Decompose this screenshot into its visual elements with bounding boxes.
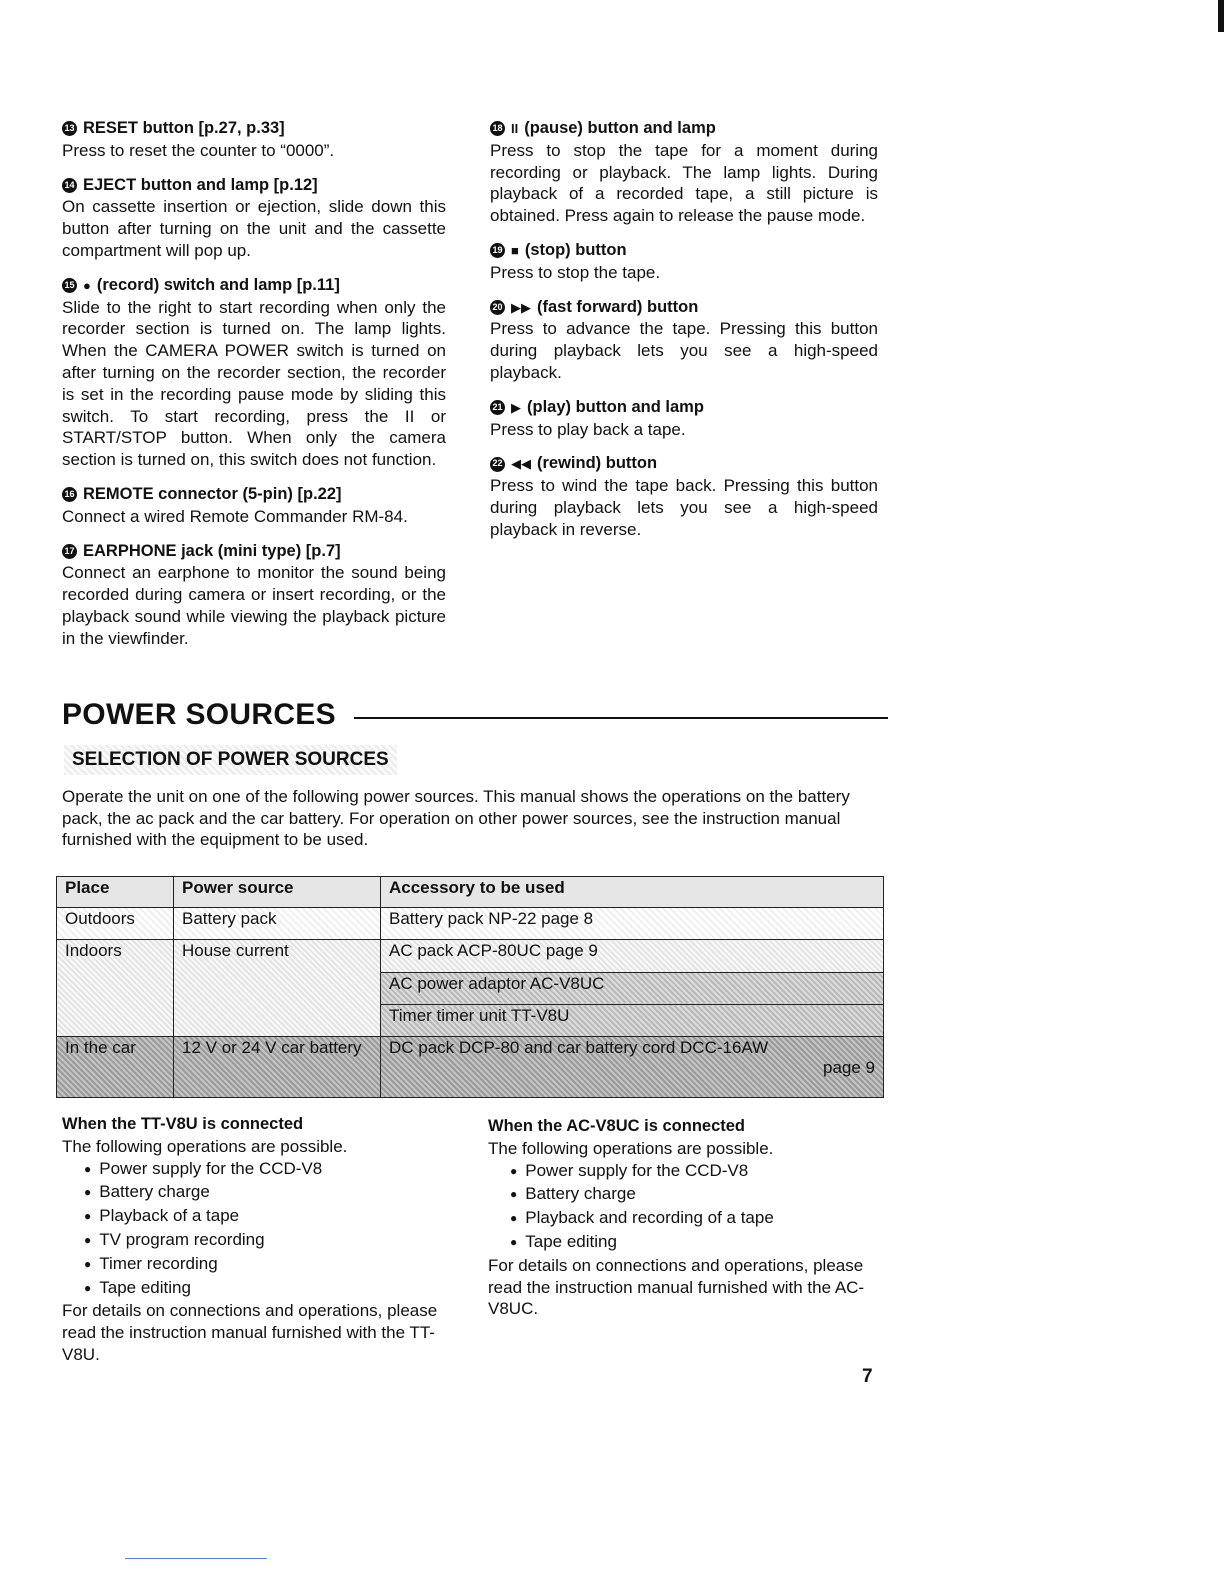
record-icon: ● <box>83 277 91 293</box>
item-body: Press to stop the tape for a moment during recording or playback. The lamp lights. During playback of a recorded tape, a still picture is obtained. Press again to release the pause mode. <box>490 140 878 226</box>
page-number: 7 <box>862 1366 873 1387</box>
cell-accessory: AC power adaptor AC-V8UC <box>381 972 884 1004</box>
item-number-badge: 19 <box>490 243 505 258</box>
cell-accessory: Timer timer unit TT-V8U <box>381 1005 884 1037</box>
list-item: ● Power supply for the CCD-V8 <box>84 1158 442 1182</box>
list-item: ● Timer recording <box>84 1253 442 1277</box>
item-title: (record) switch and lamp [p.11] <box>96 275 340 294</box>
eject-button-item <box>62 175 446 262</box>
cell-accessory-text: DC pack DCP-80 and car battery cord DCC-16AW <box>389 1038 769 1058</box>
item-body: Press to advance the tape. Pressing this button during playback lets you see a high-speed playback. <box>490 319 878 382</box>
item-number-badge: 21 <box>490 400 505 415</box>
right-column <box>490 118 878 554</box>
rewind-icon: ◀◀ <box>511 456 531 472</box>
item-title: (fast forward) button <box>537 297 699 316</box>
list-item: ● Tape editing <box>510 1231 876 1255</box>
play-icon: ▶ <box>511 399 521 415</box>
cell-source: Battery pack <box>174 908 381 940</box>
left-column <box>62 118 446 663</box>
list-item: ● Playback of a tape <box>84 1205 442 1229</box>
item-number-badge: 22 <box>490 457 505 472</box>
item-body: Press to play back a tape. <box>490 419 686 439</box>
list-item: ● Power supply for the CCD-V8 <box>510 1160 876 1184</box>
earphone-jack-item <box>62 541 446 650</box>
play-button-item <box>490 397 878 441</box>
item-body: Press to wind the tape back. Pressing this button during playback lets you see a high-speed playback in reverse. <box>490 476 878 539</box>
list-item: ● Battery charge <box>510 1183 876 1207</box>
table-header-row <box>57 877 884 908</box>
ac-v8uc-intro: The following operations are possible. <box>488 1138 774 1158</box>
power-source-table <box>56 876 884 1098</box>
scan-edge-mark <box>1218 0 1224 32</box>
item-number-badge: 16 <box>62 487 77 502</box>
item-title: RESET button [p.27, p.33] <box>83 119 285 137</box>
rewind-button-item <box>490 453 878 540</box>
item-title: (pause) button and lamp <box>524 119 716 137</box>
list-item: ● Tape editing <box>84 1277 442 1301</box>
cell-place: In the car <box>57 1037 174 1098</box>
item-title: EJECT button and lamp [p.12] <box>83 175 318 194</box>
item-title: (play) button and lamp <box>527 397 704 416</box>
stop-button-item <box>490 240 878 284</box>
item-body: Press to stop the tape. <box>490 262 661 282</box>
tt-v8u-list <box>62 1158 442 1301</box>
header-place: Place <box>57 877 174 908</box>
tt-v8u-outro: For details on connections and operations, please read the instruction manual furnished with the TT-V8U. <box>62 1301 438 1364</box>
cell-source: 12 V or 24 V car battery <box>174 1037 381 1098</box>
cell-place: Indoors <box>57 940 174 1037</box>
ac-v8uc-outro: For details on connections and operations, please read the instruction manual furnished with the AC-V8UC. <box>488 1255 865 1319</box>
section-heading <box>62 698 888 732</box>
stop-icon: ■ <box>511 242 519 258</box>
pause-button-item <box>490 118 878 227</box>
item-number-badge: 18 <box>490 121 505 136</box>
section-rule <box>354 717 888 719</box>
list-item: ● TV program recording <box>84 1229 442 1253</box>
subsection-title: SELECTION OF POWER SOURCES <box>64 745 397 775</box>
header-power-source: Power source <box>174 877 381 908</box>
table-row <box>57 908 884 940</box>
tt-v8u-title: When the TT-V8U is connected <box>62 1115 304 1133</box>
cell-source: House current <box>174 940 381 1037</box>
item-title: (stop) button <box>524 240 627 259</box>
item-body: Connect a wired Remote Commander RM-84. <box>62 506 408 526</box>
item-body: On cassette insertion or ejection, slide down this button after turning on the unit and the cassette compartment will pop up. <box>62 197 446 260</box>
section-intro: Operate the unit on one of the following power sources. This manual shows the operations on the battery pack, the ac pack and the car battery. For operation on other power sources, see the instruction manual furnished with the equipment to be used. <box>62 787 850 849</box>
item-number-badge: 17 <box>62 544 77 559</box>
reset-button-item <box>62 118 446 162</box>
fast-forward-button-item <box>490 297 878 384</box>
cell-accessory: AC pack ACP-80UC page 9 <box>381 940 884 972</box>
item-body: Connect an earphone to monitor the sound being recorded during camera or insert recording, or the playback sound while viewing the playback picture in the viewfinder. <box>62 563 446 648</box>
ac-v8uc-list <box>488 1160 876 1255</box>
tt-v8u-block <box>62 1114 442 1366</box>
tt-v8u-intro: The following operations are possible. <box>62 1136 348 1156</box>
ac-v8uc-block <box>488 1116 876 1320</box>
item-title: REMOTE connector (5-pin) [p.22] <box>83 484 342 503</box>
remote-connector-item <box>62 484 446 528</box>
item-number-badge: 20 <box>490 300 505 315</box>
item-body: Press to reset the counter to “0000”. <box>62 140 335 160</box>
item-number-badge: 15 <box>62 278 77 293</box>
ac-v8uc-title: When the AC-V8UC is connected <box>488 1117 745 1135</box>
cell-place: Outdoors <box>57 908 174 940</box>
item-body: Slide to the right to start recording when only the recorder section is turned on. The lamp lights. When the CAMERA POWER switch is turned on after turning on the recorder section, the recorder is set in the recording pause mode by sliding this switch. To start recording, press the II or START/STOP button. When only the camera section is turned on, this switch does not function. <box>62 297 446 470</box>
item-number-badge: 14 <box>62 178 77 193</box>
item-title: (rewind) button <box>537 454 658 473</box>
header-accessory: Accessory to be used <box>381 877 884 908</box>
list-item: ● Battery charge <box>84 1181 442 1205</box>
table-row <box>57 1037 884 1098</box>
list-item: ● Playback and recording of a tape <box>510 1207 876 1231</box>
table-row <box>57 940 884 972</box>
cell-accessory <box>381 1037 884 1098</box>
cell-accessory: Battery pack NP-22 page 8 <box>381 908 884 940</box>
pause-icon: II <box>511 121 519 136</box>
item-number-badge: 13 <box>62 121 77 136</box>
record-switch-item <box>62 275 446 471</box>
scan-bottom-line <box>125 1558 267 1559</box>
cell-page-reference: page 9 <box>823 1058 875 1078</box>
item-title: EARPHONE jack (mini type) [p.7] <box>83 541 341 560</box>
section-title: POWER SOURCES <box>62 698 336 731</box>
fast-forward-icon: ▶▶ <box>511 299 531 315</box>
